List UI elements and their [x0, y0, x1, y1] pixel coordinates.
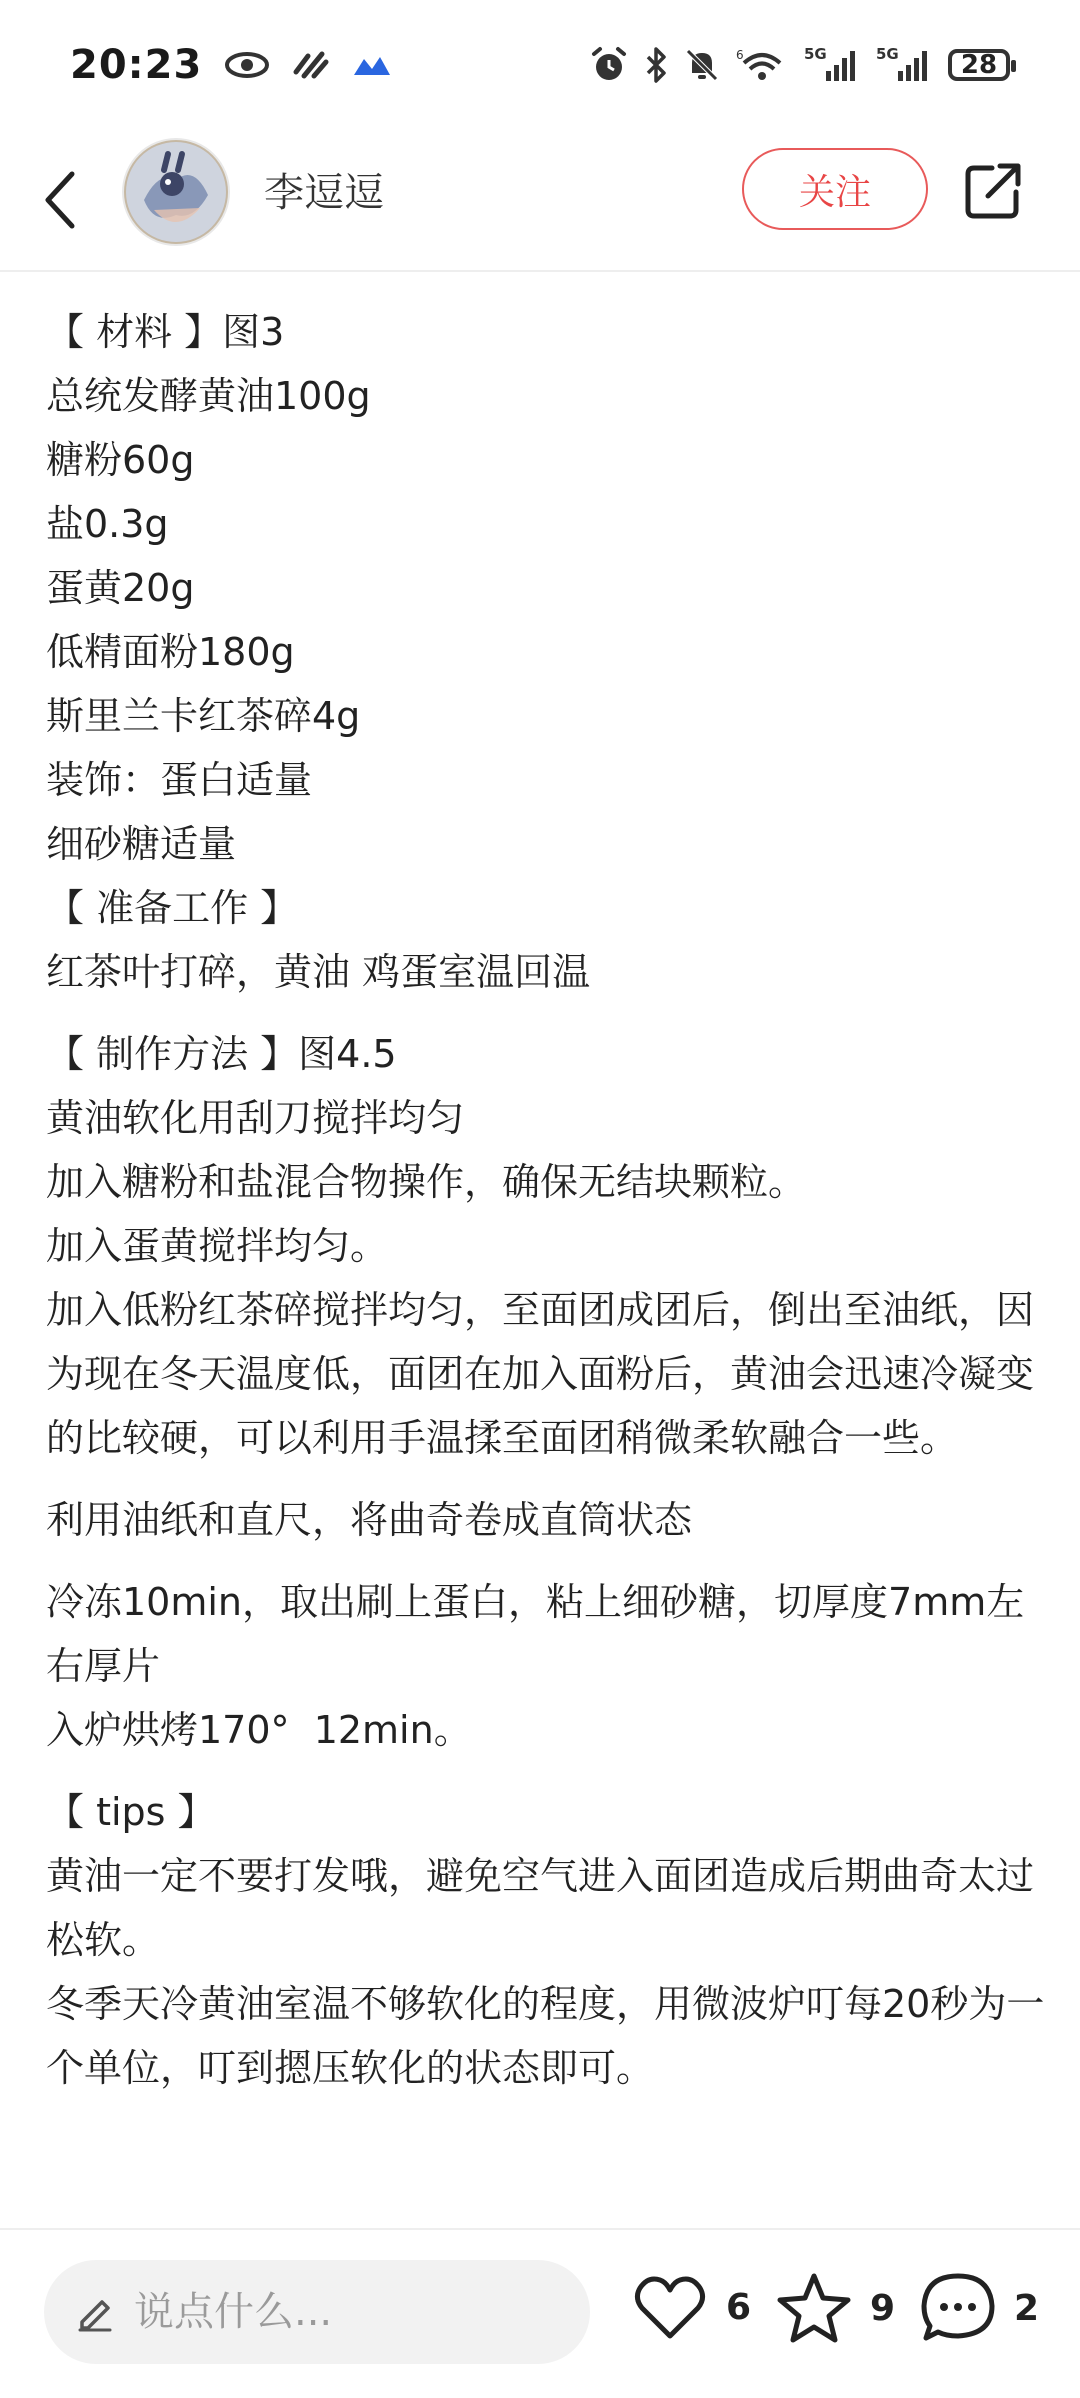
mute-icon [684, 47, 720, 83]
content-fade [0, 2210, 1080, 2230]
content-paragraph: 利用油纸和直尺，将曲奇卷成直筒状态 [46, 1498, 693, 1542]
wifi-icon [736, 47, 788, 83]
content-line: 盐0.3g [46, 502, 169, 546]
avatar[interactable] [122, 138, 230, 246]
content-line: 【 材料 】图3 [46, 310, 285, 354]
tips-title: 【 tips 】 [46, 1790, 216, 1834]
app-icon [292, 50, 330, 80]
signal-5g-icon [804, 45, 860, 85]
alarm-icon [590, 46, 628, 84]
favorite-button[interactable] [776, 2272, 895, 2344]
chevron-left-icon [40, 168, 80, 232]
content-line: 装饰：蛋白适量 [46, 758, 313, 802]
favorite-count: 9 [870, 2287, 896, 2329]
content-line: 低精面粉180g [46, 630, 295, 674]
status-left [70, 42, 392, 88]
bluetooth-icon [644, 47, 668, 83]
comment-input[interactable] [132, 2288, 556, 2336]
content-line: 加入蛋黄搅拌均匀。 [46, 1224, 389, 1268]
content-line: 入炉烘烤170° 12min。 [46, 1708, 472, 1752]
content-paragraph: 冬季天冷黄油室温不够软化的程度，用微波炉叮每20秒为一个单位，叮到摁压软化的状态即可。 [46, 1982, 1045, 2090]
comment-button[interactable] [920, 2272, 1039, 2344]
svg-text:5G: 5G [804, 45, 827, 63]
status-time: 20:23 [70, 42, 203, 88]
content-line: 【 准备工作 】 [46, 886, 299, 930]
content-line: 黄油软化用刮刀搅拌均匀 [46, 1096, 465, 1140]
share-icon [964, 160, 1024, 220]
share-button[interactable] [964, 160, 1024, 220]
author-name[interactable]: 李逗逗 [264, 170, 384, 216]
bottom-action-bar [0, 2228, 1080, 2398]
svg-text:5G: 5G [876, 45, 899, 63]
like-count: 6 [726, 2286, 752, 2328]
battery-indicator: 28 [948, 49, 1010, 81]
post-content [46, 300, 1046, 2100]
status-right [590, 45, 1010, 85]
content-paragraph: 加入低粉红茶碎搅拌均匀，至面团成团后，倒出至油纸，因为现在冬天温度低，面团在加入面粉后，黄油会迅速冷凝变的比较硬，可以利用手温揉至面团稍微柔软融合一些。 [46, 1288, 1035, 1460]
content-paragraph: 黄油一定不要打发哦，避免空气进入面团造成后期曲奇太过松软。 [46, 1854, 1035, 1962]
follow-button[interactable]: 关注 [742, 148, 928, 230]
pencil-icon [74, 2292, 114, 2332]
content-line: 糖粉60g [46, 438, 195, 482]
heart-icon [632, 2272, 708, 2342]
back-button[interactable] [40, 165, 84, 235]
content-line: 细砂糖适量 [46, 822, 237, 866]
post-header [0, 130, 1080, 272]
content-line: 红茶叶打碎，黄油 鸡蛋室温回温 [46, 950, 591, 994]
svg-text:6: 6 [736, 48, 744, 62]
content-paragraph: 冷冻10min，取出刷上蛋白，粘上细砂糖，切厚度7mm左右厚片 [46, 1580, 1025, 1688]
comment-input-box[interactable] [44, 2260, 590, 2364]
avatar-image [124, 140, 228, 244]
star-icon [776, 2272, 852, 2344]
like-button[interactable] [632, 2272, 751, 2342]
mountain-icon [352, 53, 392, 77]
content-line: 加入糖粉和盐混合物操作，确保无结块颗粒。 [46, 1160, 807, 1204]
method-title: 【 制作方法 】图4.5 [46, 1032, 397, 1076]
content-line: 总统发酵黄油100g [46, 374, 371, 418]
signal-5g-icon [876, 45, 932, 85]
status-bar [0, 0, 1080, 130]
chat-bubble-icon [920, 2272, 996, 2344]
eye-icon [224, 50, 270, 80]
comment-count: 2 [1014, 2287, 1040, 2329]
content-line: 斯里兰卡红茶碎4g [46, 694, 361, 738]
content-line: 蛋黄20g [46, 566, 195, 610]
